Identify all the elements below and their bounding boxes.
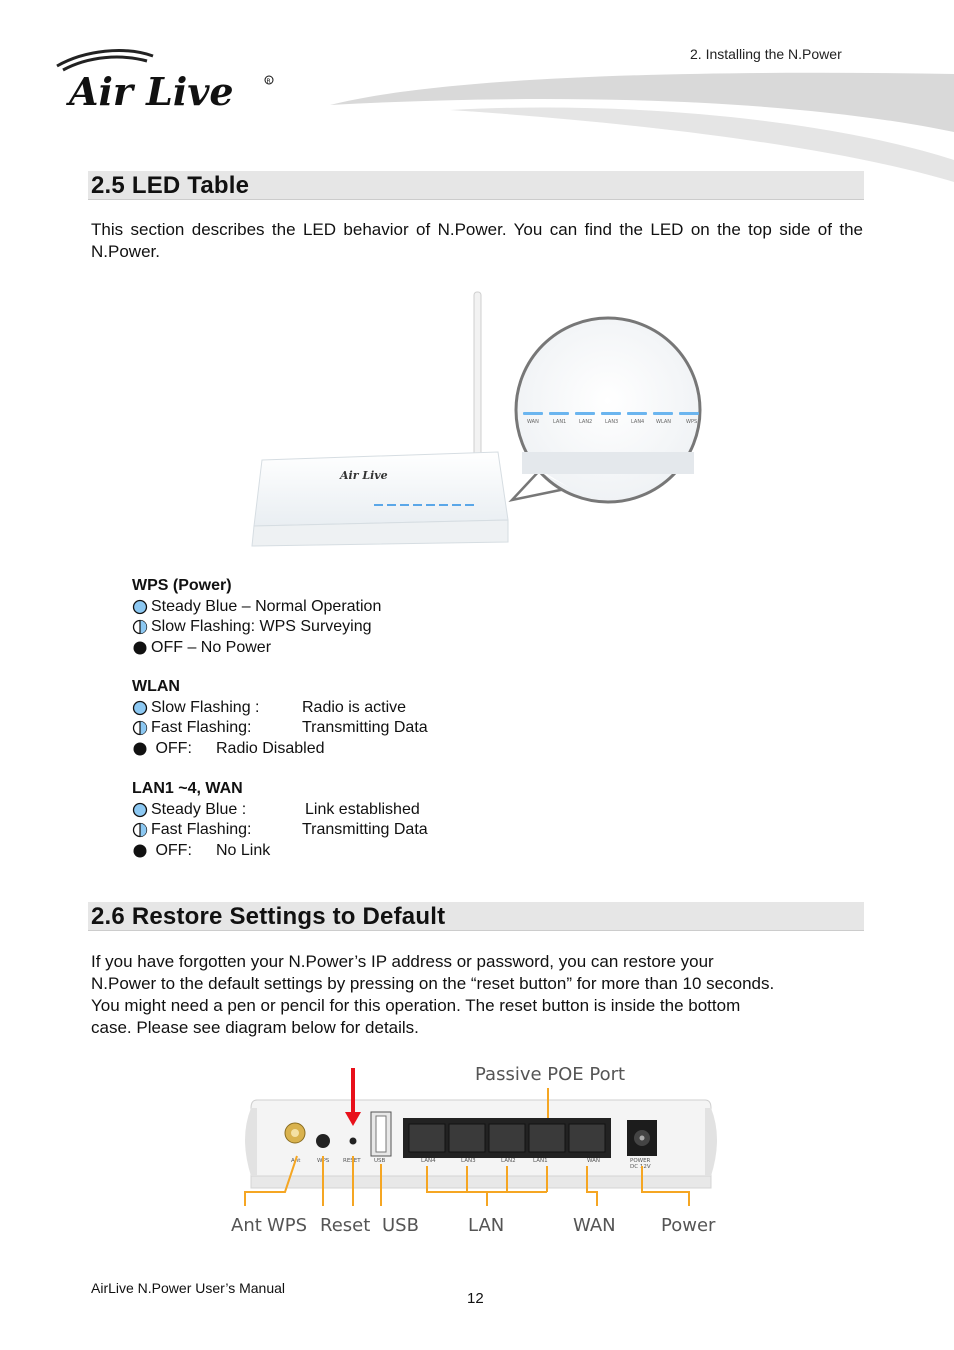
led-row: Fast Flashing: Transmitting Data xyxy=(132,718,260,739)
led-flashing-icon xyxy=(132,822,151,838)
diagram-label-wan: WAN xyxy=(573,1215,616,1236)
zoom-label-lan2: LAN2 xyxy=(579,419,593,425)
diagram-label-ant: Ant xyxy=(231,1215,262,1236)
svg-text:USB: USB xyxy=(374,1158,386,1164)
led-off-icon xyxy=(132,640,151,656)
led-steady-icon xyxy=(132,700,151,716)
svg-text:DC 12V: DC 12V xyxy=(630,1164,651,1170)
section-title: 2.5 LED Table xyxy=(91,172,250,199)
led-group-heading: LAN1 ~4, WAN xyxy=(132,780,243,797)
zoom-label-wan: WAN xyxy=(527,419,539,425)
led-row: Fast Flashing: Transmitting Data xyxy=(132,820,251,841)
footer-manual-title: AirLive N.Power User’s Manual xyxy=(91,1280,285,1296)
router-back-panel-diagram xyxy=(225,1058,725,1240)
svg-text:Ant: Ant xyxy=(291,1158,301,1164)
router-top-led-figure xyxy=(240,280,715,552)
svg-text:LAN3: LAN3 xyxy=(461,1158,476,1164)
svg-text:R: R xyxy=(266,78,271,85)
zoom-label-wps: WPS xyxy=(686,419,698,425)
svg-text:LAN4: LAN4 xyxy=(421,1158,436,1164)
led-row: OFF: No Link xyxy=(132,841,251,862)
led-row: Slow Flashing : Radio is active xyxy=(132,698,260,719)
diagram-label-power: Power xyxy=(661,1215,716,1236)
svg-text:Air Live: Air Live xyxy=(340,469,388,482)
zoom-label-wlan: WLAN xyxy=(656,419,672,425)
led-group-wps xyxy=(132,576,381,658)
section-header-led-table xyxy=(88,171,864,200)
diagram-label-reset: Reset xyxy=(320,1215,371,1236)
svg-text:RESET: RESET xyxy=(343,1158,361,1164)
led-steady-icon xyxy=(132,802,151,818)
zoom-label-lan4: LAN4 xyxy=(631,419,645,425)
section-title: 2.6 Restore Settings to Default xyxy=(91,903,446,930)
diagram-label-lan: LAN xyxy=(468,1215,505,1236)
diagram-label-wps: WPS xyxy=(267,1215,308,1236)
svg-text:WAN: WAN xyxy=(587,1158,601,1164)
zoom-label-lan1: LAN1 xyxy=(553,419,567,425)
led-group-heading: WLAN xyxy=(132,678,180,695)
led-flashing-icon xyxy=(132,720,151,736)
chapter-header: 2. Installing the N.Power xyxy=(690,46,842,62)
led-row: Slow Flashing: WPS Surveying xyxy=(132,617,381,638)
svg-text:POWER: POWER xyxy=(630,1158,651,1164)
svg-text:Air Live: Air Live xyxy=(69,69,234,110)
airlive-logo xyxy=(55,48,280,110)
led-row: Steady Blue – Normal Operation xyxy=(132,597,381,618)
led-flashing-icon xyxy=(132,619,151,635)
led-row: OFF: Radio Disabled xyxy=(132,739,260,760)
led-group-heading: WPS (Power) xyxy=(132,577,232,594)
svg-text:LAN1: LAN1 xyxy=(533,1158,548,1164)
led-row: Steady Blue : Link established xyxy=(132,800,251,821)
led-off-icon xyxy=(132,741,151,757)
section-header-restore-default xyxy=(88,902,864,931)
led-steady-icon xyxy=(132,599,151,615)
page-number: 12 xyxy=(467,1290,484,1307)
svg-text:LAN2: LAN2 xyxy=(501,1158,516,1164)
led-row: OFF – No Power xyxy=(132,638,381,659)
diagram-label-usb: USB xyxy=(382,1215,419,1236)
passive-poe-label: Passive POE Port xyxy=(475,1064,626,1085)
svg-text:WPS: WPS xyxy=(317,1158,330,1164)
led-group-wlan xyxy=(132,677,428,759)
zoom-label-lan3: LAN3 xyxy=(605,419,619,425)
led-intro-text: This section describes the LED behavior of N.Power. You can find the LED on the top side of the N.Power. xyxy=(91,220,863,261)
led-group-lan-wan xyxy=(132,779,428,861)
restore-paragraph: If you have forgotten your N.Power’s IP address or password, you can restore your N.Power to the default settings by pressing on the “reset button” for more than 10 seconds. You might need a pen or pencil for this operation. The reset button is inside the bottom case. Please see diagram below for details. xyxy=(91,952,775,1037)
led-off-icon xyxy=(132,843,151,859)
